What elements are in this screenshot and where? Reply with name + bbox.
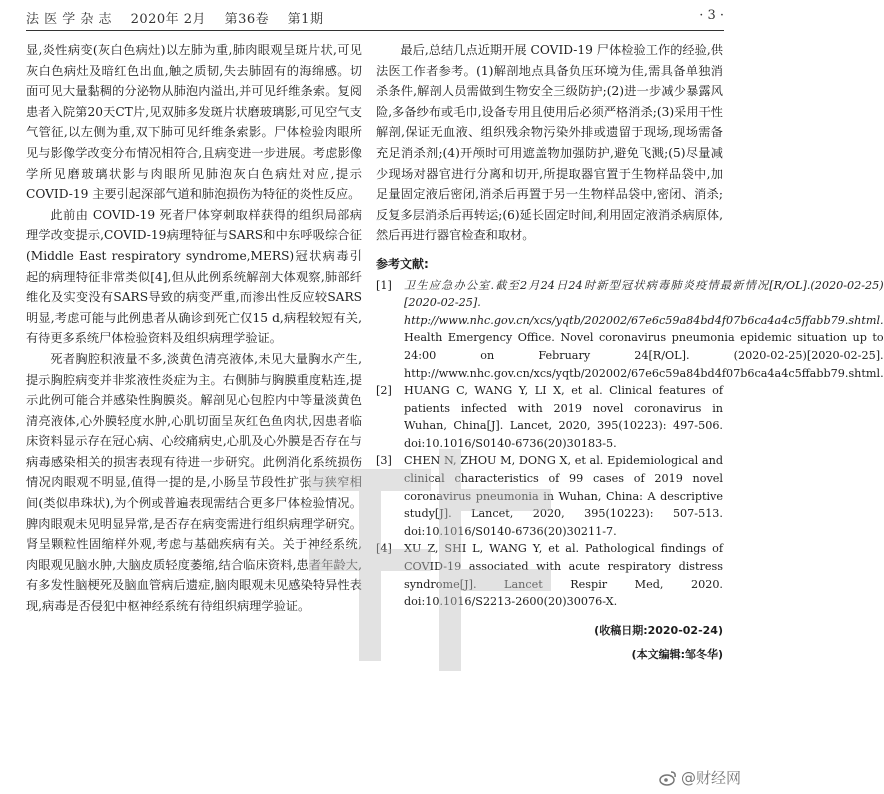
watermark-text: @财经网 (680, 769, 741, 787)
journal-issue: 第1期 (287, 12, 324, 27)
references-title: 参考文献: (376, 256, 429, 271)
watermark-logo (659, 767, 741, 788)
header-rule (26, 30, 724, 31)
reference-cn: 卫生应急办公室.截至2月24日24时新型冠状病毒肺炎疫情最新情况[R/OL].(2020-02-25)[2020-02-25]. http://www.nhc.gov.cn/xcs/yqtb/202002/67e6c59a84bd4f07b6ca4a4c5ffabb79.shtml. (404, 278, 884, 327)
paragraph: 死者胸腔积液量不多,淡黄色清亮液体,未见大量胸水产生,提示胸腔病变并非浆液性炎症为主。右侧肺与胸膜重度粘连,提示此例可能合并感染性胸膜炎。解剖见心包腔内中等量淡黄色清亮液体,心外膜轻度水肿,心肌切面呈灰红色鱼肉状,因患者临床资料显示存在冠心病、心绞痛病史,心肌及心外膜是否存在与病毒感染相关的损害表现有待进一步研究。此例消化系统损伤情况肉眼观不明显,值得一提的是,小肠呈节段性扩张与狭窄相间(类似串珠状),为个例或普遍表现需结合更多尸体检验情况。脾肉眼观未见明显异常,是否存在病变需进行组织病理学研究。肾呈颗粒性固缩样外观,考虑与基础疾病有关。关于神经系统,肉眼观见脑水肿,大脑皮质轻度萎缩,结合临床资料,患者年龄大,有多发性脑梗死及脑血管病后遗症,脑肉眼观未见感染特异性表现,病毒是否侵犯中枢神经系统有待组织病理学验证。 (26, 351, 362, 614)
reference-text (404, 277, 884, 383)
reference-number: [2] (376, 384, 392, 398)
reference-en: CHEN N, ZHOU M, DONG X, et al. Epidemiological and clinical characteristics of 99 cases of 2019 novel coronavirus pneumonia in Wuhan, China: A descriptive study[J]. Lancet, 2020, 395(10223): 507-513. doi:10.1016/S0140-6736(20)30211-7. (404, 454, 723, 538)
reference-item (376, 382, 723, 452)
journal-volume: 第36卷 (224, 12, 270, 27)
weibo-icon (659, 770, 677, 786)
reference-number: [3] (376, 454, 392, 468)
page-header (26, 6, 724, 28)
journal-info (26, 8, 323, 27)
reference-number: [4] (376, 542, 392, 556)
page-number: · 3 · (699, 8, 724, 23)
paragraph: 显,炎性病变(灰白色病灶)以左肺为重,肺肉眼观呈斑片状,可见灰白色病灶及暗红色出血,触之质韧,失去肺固有的海绵感。切面可见大量黏稠的分泌物从肺泡内溢出,并可见纤维条索。复阅患者入院第20天CT片,见双肺多发斑片状磨玻璃影,可见空气支气管征,以左侧为重,双下肺可见纤维条索影。尸体检验肉眼所见与影像学改变分布情况相符合,且病变进一步进展。考虑影像学所见磨玻璃状影与肉眼所见肺泡灰白色病灶对应,提示 COVID-19 主要引起深部气道和肺泡损伤为特征的炎性反应。 (26, 43, 362, 202)
received-date: (收稿日期:2020-02-24) (594, 623, 723, 637)
reference-text (404, 382, 723, 452)
reference-item (376, 452, 723, 540)
reference-item (376, 277, 884, 383)
editor-credit: (本文编辑:邹冬华) (631, 648, 723, 662)
right-column (376, 40, 884, 666)
reference-en: XU Z, SHI L, WANG Y, et al. Pathological findings of COVID-19 associated with acute respiratory distress syndrome[J]. Lancet Respir Med, 2020. doi:10.1016/S2213-2600(20)30076-X. (404, 542, 723, 609)
reference-list (376, 277, 884, 611)
left-column (26, 40, 362, 617)
paragraph: 最后,总结几点近期开展 COVID-19 尸体检验工作的经验,供法医工作者参考。(1)解剖地点具备负压环境为佳,需具备单独消杀条件,解剖人员需做到生物安全三级防护;(2)进一步减少暴露风险,多备纱布或毛巾,设备专用且使用后必须严格消杀;(3)采用干性解剖,保证无血液、组织残余物污染外排或遗留于现场,现场需备充足消杀剂;(4)开颅时可用遮盖物加强防护,避免飞溅;(5)尽量减少现场对器官进行分离和切开,所提取器官置于生物样品袋中,加足量固定液后密闭,消杀后再置于另一生物样品袋中,密闭、消杀;反复多层消杀后再转运;(6)延长固定时间,利用固定液消杀病原体,然后再进行器官检查和取材。 (376, 43, 723, 243)
paragraph: 此前由 COVID-19 死者尸体穿刺取样获得的组织局部病理学改变提示,COVID-19病理特征与SARS和中东呼吸综合征(Middle East respiratory syndrome,MERS)冠状病毒引起的病理特征非常类似[4],但从此例系统解剖大体观察,肺部纤维化及实变没有SARS导致的病变严重,而渗出性反应较SARS明显,考虑可能与此例患者从确诊到死亡仅15 d,病程较短有关,有待更多系统尸体检验资料及组织病理学验证。 (26, 207, 362, 346)
reference-en: Health Emergency Office. Novel coronavirus pneumonia epidemic situation up to 24:00 on February 24[R/OL]. (2020-02-25)[2020-02-25]. http://www.nhc.gov.cn/xcs/yqtb/202002/67e6c59a84bd4f07b6ca4a4c5ffabb79.shtml. (404, 331, 884, 380)
reference-en: HUANG C, WANG Y, LI X, et al. Clinical features of patients infected with 2019 novel coronavirus in Wuhan, China[J]. Lancet, 2020, 395(10223): 497-506. doi:10.1016/S0140-6736(20)30183-5. (404, 384, 723, 450)
reference-text (404, 540, 723, 610)
reference-number: [1] (376, 278, 392, 292)
reference-item (376, 540, 723, 610)
journal-date: 2020年 2月 (130, 12, 207, 27)
reference-text (404, 452, 723, 540)
journal-name: 法 医 学 杂 志 (26, 12, 113, 27)
